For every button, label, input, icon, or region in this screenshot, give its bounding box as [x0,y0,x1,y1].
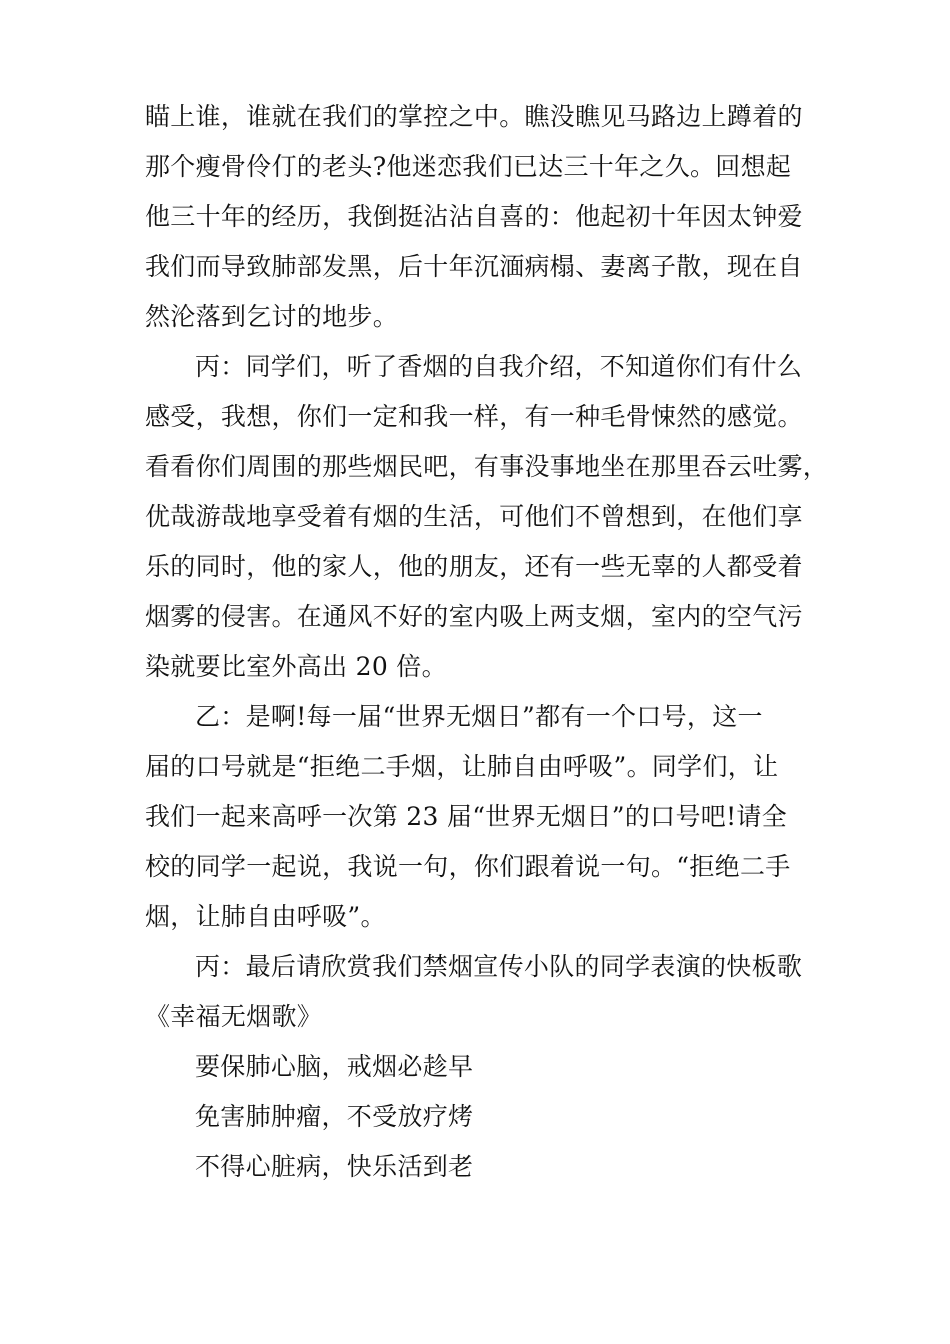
body-line-8: 看看你们周围的那些烟民吧，有事没事地坐在那里吞云吐雾， [145,452,829,481]
paragraph-bing-final-start: 丙：最后请欣赏我们禁烟宣传小队的同学表演的快板歌 [195,952,803,981]
verse-line-2: 免害肺肿瘤，不受放疗烤 [195,1102,474,1131]
body-line-16: 校的同学一起说，我说一句，你们跟着说一句。“拒绝二手 [145,852,791,881]
body-line-15: 我们一起来高呼一次第 23 届“世界无烟日”的口号吧!请全 [145,802,788,831]
body-line-11: 烟雾的侵害。在通风不好的室内吸上两支烟，室内的空气污 [145,602,803,631]
song-title: 《幸福无烟歌》 [145,1002,323,1031]
body-line-10: 乐的同时，他的家人，他的朋友，还有一些无辜的人都受着 [145,552,803,581]
document-body [145,92,829,1192]
paragraph-bing-start: 丙：同学们，听了香烟的自我介绍，不知道你们有什么 [195,352,803,381]
body-line-3: 他三十年的经历，我倒挺沾沾自喜的：他起初十年因太钟爱 [145,202,803,231]
verse-line-1: 要保肺心脑，戒烟必趁早 [195,1052,474,1081]
body-line-17: 烟，让肺自由呼吸”。 [145,902,386,931]
paragraph-yi-start: 乙：是啊!每一届“世界无烟日”都有一个口号，这一 [195,702,763,731]
body-line-12: 染就要比室外高出 20 倍。 [145,652,447,681]
body-line-5: 然沦落到乞讨的地步。 [145,302,399,331]
body-line-7: 感受，我想，你们一定和我一样，有一种毛骨悚然的感觉。 [145,402,803,431]
body-line-4: 我们而导致肺部发黑，后十年沉湎病榻、妻离子散，现在自 [145,252,803,281]
body-line-1: 瞄上谁，谁就在我们的掌控之中。瞧没瞧见马路边上蹲着的 [145,102,803,131]
body-line-14: 届的口号就是“拒绝二手烟，让肺自由呼吸”。同学们，让 [145,752,779,781]
body-line-9: 优哉游哉地享受着有烟的生活，可他们不曾想到，在他们享 [145,502,803,531]
body-line-2: 那个瘦骨伶仃的老头?他迷恋我们已达三十年之久。回想起 [145,152,792,181]
verse-line-3: 不得心脏病，快乐活到老 [195,1152,474,1181]
